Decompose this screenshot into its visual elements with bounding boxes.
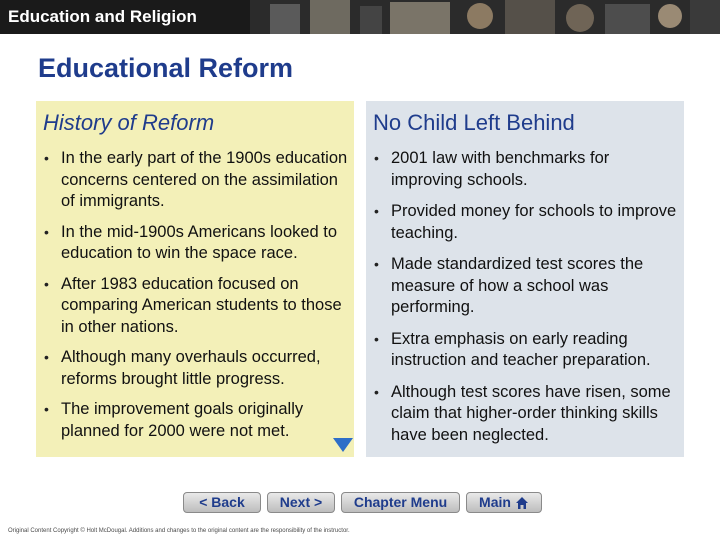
banner-title: Education and Religion [8, 7, 197, 26]
home-icon [515, 496, 529, 510]
history-of-reform-panel [36, 101, 354, 457]
history-bullet-list [42, 148, 348, 451]
next-button-label: Next > [279, 494, 323, 510]
copyright-notice: Original Content Copyright © Holt McDougal. Additions and changes to the original content are the responsibility of the instructor. [8, 528, 350, 534]
list-item: • Although test scores have risen, some claim that higher-order thinking skills have been neglected. [372, 382, 678, 447]
no-child-left-behind-panel [366, 101, 684, 457]
list-item: • In the mid-1900s Americans looked to education to win the space race. [42, 222, 348, 265]
main-button-label: Main [479, 494, 511, 510]
list-item: • The improvement goals originally planned for 2000 were not met. [42, 399, 348, 442]
nclb-bullet-list [372, 148, 678, 456]
no-child-left-behind-heading: No Child Left Behind [373, 110, 575, 135]
list-item: • Although many overhauls occurred, reforms brought little progress. [42, 347, 348, 390]
list-item: • Provided money for schools to improve teaching. [372, 201, 678, 244]
list-item: • 2001 law with benchmarks for improving schools. [372, 148, 678, 191]
list-item: • After 1983 education focused on comparing American students to those in other nations. [42, 274, 348, 339]
chapter-menu-button[interactable] [341, 492, 460, 513]
header-banner [0, 0, 720, 34]
list-item: • In the early part of the 1900s education concerns centered on the assimilation of immigrants. [42, 148, 348, 213]
back-button-label: < Back [199, 494, 245, 510]
chapter-menu-label: Chapter Menu [353, 494, 448, 510]
list-item: • Made standardized test scores the measure of how a school was performing. [372, 254, 678, 319]
history-of-reform-heading: History of Reform [43, 110, 215, 135]
list-item: • Extra emphasis on early reading instruction and teacher preparation. [372, 329, 678, 372]
down-arrow-icon[interactable] [333, 438, 353, 452]
main-button[interactable] [466, 492, 542, 513]
banner-collage-image [250, 0, 720, 34]
next-button[interactable] [267, 492, 335, 513]
back-button[interactable] [183, 492, 261, 513]
slide-title: Educational Reform [38, 53, 294, 83]
